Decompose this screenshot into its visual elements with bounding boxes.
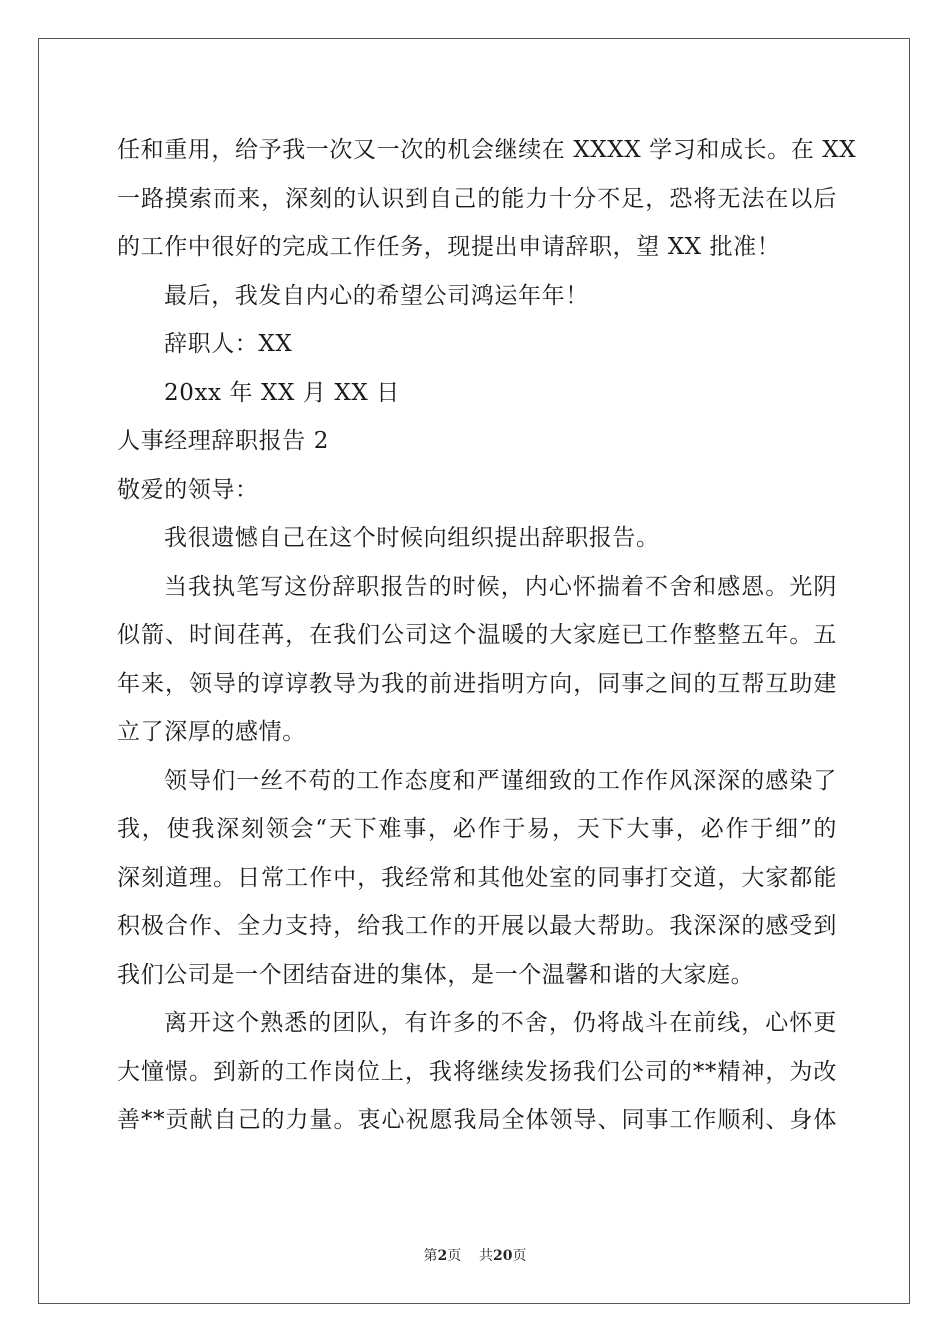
text-line: 深刻道理。日常工作中，我经常和其他处室的同事打交道，大家都能 bbox=[117, 864, 837, 891]
text-line: 领导们一丝不苟的工作态度和严谨细致的工作作风深深的感染了 bbox=[164, 767, 837, 794]
text-line: 我很遗憾自己在这个时候向组织提出辞职报告。 bbox=[164, 525, 660, 551]
document-body bbox=[117, 126, 857, 1145]
total-pages: 20 bbox=[493, 1248, 513, 1264]
text-line: 积极合作、全力支持，给我工作的开展以最大帮助。我深深的感受到 bbox=[117, 913, 837, 939]
text-line: 离开这个熟悉的团队，有许多的不舍，仍将战斗在前线，心怀更 bbox=[164, 1010, 837, 1036]
text-line: 大憧憬。到新的工作岗位上，我将继续发扬我们公司的**精神，为改 bbox=[117, 1058, 837, 1085]
text-line: 我，使我深刻领会“天下难事，必作于易，天下大事，必作于细”的 bbox=[117, 816, 837, 842]
text-line: 立了深厚的感情。 bbox=[117, 719, 306, 745]
page-prefix: 第 bbox=[423, 1248, 438, 1264]
text-line: 最后，我发自内心的希望公司鸿运年年！ bbox=[164, 282, 589, 309]
text-line: 一路摸索而来，深刻的认识到自己的能力十分不足，恐将无法在以后 bbox=[117, 185, 837, 212]
page-suffix: 页 bbox=[447, 1248, 462, 1264]
text-line: 人事经理辞职报告 2 bbox=[117, 428, 329, 454]
text-line: 我们公司是一个团结奋进的集体，是一个温馨和谐的大家庭。 bbox=[117, 961, 755, 988]
text-line: 当我执笔写这份辞职报告的时候，内心怀揣着不舍和感恩。光阴 bbox=[164, 573, 837, 600]
text-line: 辞职人：XX bbox=[164, 331, 293, 357]
text-line: 的工作中很好的完成工作任务，现提出申请辞职，望 XX 批准！ bbox=[117, 234, 781, 260]
text-line: 任和重用，给予我一次又一次的机会继续在 XXXX 学习和成长。在 XX bbox=[117, 137, 857, 163]
text-line: 年来，领导的谆谆教导为我的前进指明方向，同事之间的互帮互助建 bbox=[117, 670, 837, 697]
text-line: 20xx 年 XX 月 XX 日 bbox=[164, 379, 400, 406]
text-line: 敬爱的领导： bbox=[117, 476, 259, 503]
page-footer bbox=[0, 1245, 950, 1265]
page-number: 2 bbox=[437, 1248, 448, 1264]
total-suffix: 页 bbox=[512, 1248, 527, 1264]
total-prefix: 共 bbox=[479, 1248, 494, 1264]
text-line: 似箭、时间荏苒，在我们公司这个温暖的大家庭已工作整整五年。五 bbox=[117, 622, 837, 648]
text-line: 善**贡献自己的力量。衷心祝愿我局全体领导、同事工作顺利、身体 bbox=[117, 1107, 837, 1133]
